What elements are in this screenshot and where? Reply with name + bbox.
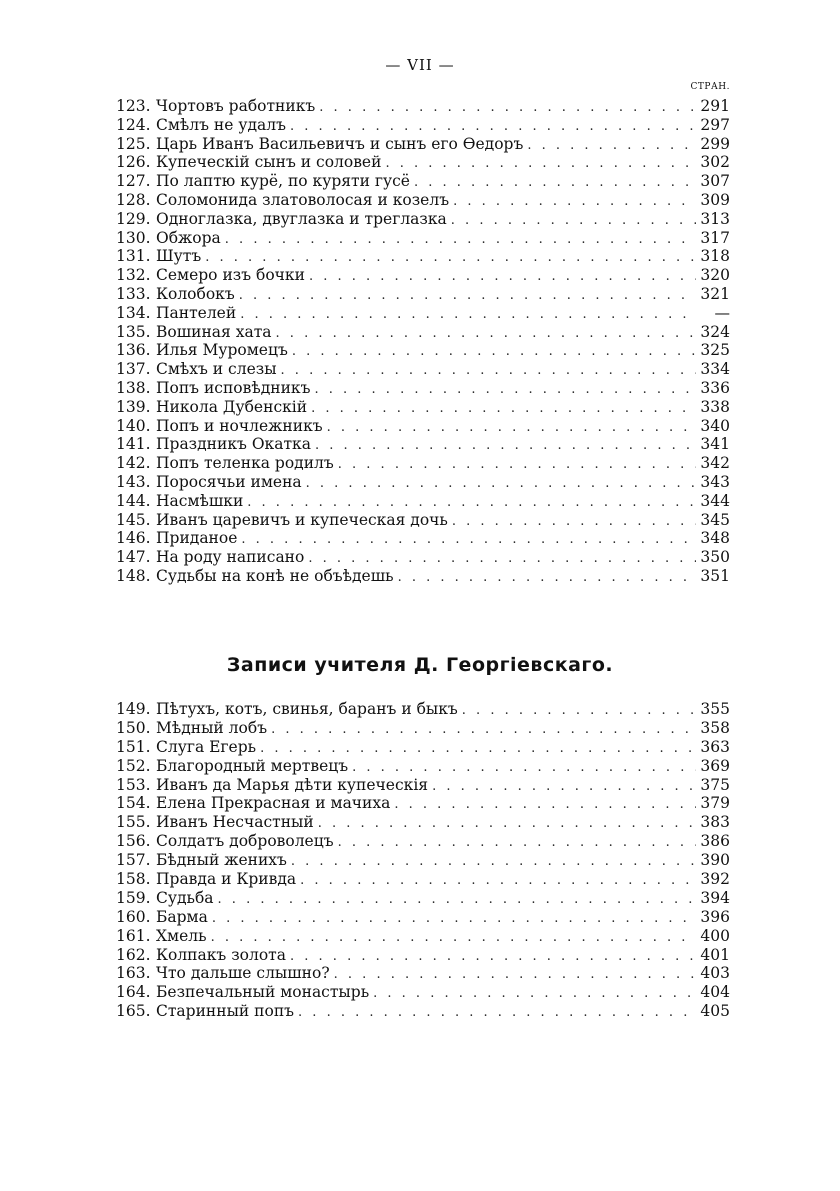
toc-entry [116,379,730,398]
toc-entry [116,511,730,530]
entry-number: 161. [116,926,151,945]
entry-page-number: 324 [700,322,730,341]
toc-entry [116,341,730,360]
toc-entry [116,908,730,927]
toc-entry [116,813,730,832]
dot-leader [315,437,696,456]
entry-number: 160. [116,907,151,926]
dot-leader [432,778,696,797]
toc-entry [116,398,730,417]
entry-number: 137. [116,360,151,379]
entry-page-number: 344 [700,491,730,510]
entry-title: Никола Дубенскій [156,397,308,416]
entry-title: Барма [156,907,208,926]
toc-entry [116,719,730,738]
entry-title: Что дальше слышно? [156,964,330,983]
entry-page-number: 317 [700,228,730,247]
toc-entry [116,548,730,567]
entry-number: 152. [116,756,151,775]
entry-number: 128. [116,190,151,209]
entry-page-number: 350 [700,548,730,567]
entry-page-number: 307 [700,172,730,191]
entry-title: Иванъ да Марья дѣти купеческія [156,775,429,794]
entry-page-number: 297 [700,115,730,134]
entry-page-number: 396 [700,907,730,926]
entry-page-number: 348 [700,529,730,548]
toc-entry [116,360,730,379]
entry-page-number: 400 [700,926,730,945]
dot-leader [271,721,696,740]
entry-number: 149. [116,700,151,718]
dot-leader [385,155,696,174]
toc-entry [116,946,730,965]
toc-entry [116,700,730,719]
toc-entry [116,776,730,795]
toc-entry [116,473,730,492]
entry-title: Одноглазка, двуглазка и треглазка [156,209,447,228]
entry-title: Обжора [156,228,221,247]
toc-entry [116,229,730,248]
entry-title: Соломонида златоволосая и козелъ [156,190,450,209]
entry-number: 154. [116,794,151,813]
entry-page-number: 351 [700,566,730,585]
entry-title: Старинный попъ [156,1002,295,1021]
entry-page-number: 392 [700,870,730,889]
dot-leader [414,174,696,193]
entry-title: Праздникъ Окатка [156,435,311,454]
toc-entry [116,983,730,1002]
entry-number: 133. [116,284,151,303]
entry-number: 145. [116,510,151,529]
entry-number: 129. [116,209,151,228]
entry-number: 124. [116,115,151,134]
entry-page-number: 401 [700,945,730,964]
page-column-label: СТРАН. [690,82,730,92]
dot-leader [452,513,696,532]
toc-entry [116,191,730,210]
toc-entry [116,889,730,908]
dot-leader [318,815,696,834]
entry-page-number: 342 [700,454,730,473]
toc-list-section-2 [116,700,730,1021]
dot-leader [300,872,696,891]
entry-title: Попъ теленка родилъ [156,454,334,473]
toc-entry [116,1002,730,1021]
entry-title: Илья Муромецъ [156,341,288,360]
entry-page-number: 369 [700,756,730,775]
entry-page-number: 386 [700,832,730,851]
entry-number: 126. [116,153,151,172]
entry-page-number: 390 [700,851,730,870]
entry-page-number: 343 [700,472,730,491]
toc-entry [116,97,730,116]
dot-leader [309,268,696,287]
dot-leader [311,400,696,419]
entry-number: 135. [116,322,151,341]
entry-page-number: 336 [700,378,730,397]
entry-number: 144. [116,491,151,510]
entry-number: 141. [116,435,151,454]
toc-entry [116,135,730,154]
entry-title: Смѣхъ и слезы [156,360,277,379]
entry-number: 157. [116,851,151,870]
entry-page-number: 383 [700,813,730,832]
entry-number: 163. [116,964,151,983]
entry-number: 158. [116,870,151,889]
toc-entry [116,116,730,135]
dot-leader [373,985,696,1004]
entry-title: Колпакъ золота [156,945,287,964]
entry-number: 134. [116,303,151,322]
entry-number: 125. [116,134,151,153]
entry-title: Насмѣшки [156,491,244,510]
dot-leader [212,910,696,929]
entry-page-number: 345 [700,510,730,529]
entry-title: Елена Прекрасная и мачиха [156,794,391,813]
entry-page-number: 404 [700,983,730,1002]
section-title: Записи учителя Д. Георгіевскаго. [226,654,614,676]
entry-page-number: 340 [700,416,730,435]
entry-page-number: 302 [700,153,730,172]
dot-leader [398,569,696,588]
toc-entry [116,172,730,191]
entry-number: 138. [116,378,151,397]
entry-title: Благородный мертвецъ [156,756,349,775]
entry-page-number: 313 [700,209,730,228]
entry-number: 123. [116,97,151,115]
dot-leader [327,419,696,438]
toc-entry [116,247,730,266]
entry-number: 162. [116,945,151,964]
entry-page-number: 299 [700,134,730,153]
dot-leader [298,1004,696,1023]
toc-entry [116,285,730,304]
toc-entry [116,870,730,889]
toc-entry [116,435,730,454]
dot-leader [306,475,696,494]
dot-leader [240,306,696,325]
entry-page-number: 375 [700,775,730,794]
entry-title: Солдатъ доброволецъ [156,832,334,851]
dot-leader [319,99,696,118]
entry-title: Попъ исповѣдникъ [156,378,311,397]
entry-number: 159. [116,888,151,907]
entry-title: Попъ и ночлежникъ [156,416,323,435]
dot-leader [527,137,696,156]
dot-leader [338,834,696,853]
entry-number: 148. [116,566,151,585]
entry-page-number: — [714,303,730,322]
entry-page-number: 355 [700,700,730,718]
toc-entry [116,210,730,229]
toc-entry [116,832,730,851]
entry-title: Мѣдный лобъ [156,718,268,737]
entry-number: 147. [116,548,151,567]
entry-page-number: 394 [700,888,730,907]
entry-number: 140. [116,416,151,435]
dot-leader [241,531,696,550]
entry-page-number: 291 [700,97,730,115]
entry-title: Семеро изъ бочки [156,266,305,285]
dot-leader [290,948,696,967]
entry-number: 136. [116,341,151,360]
page-number: — VII — [385,56,455,74]
entry-page-number: 334 [700,360,730,379]
entry-number: 146. [116,529,151,548]
entry-title: Пѣтухъ, котъ, свинья, баранъ и быкъ [156,700,458,718]
dot-leader [314,381,696,400]
toc-entry [116,304,730,323]
toc-entry [116,417,730,436]
entry-title: На роду написано [156,548,305,567]
entry-number: 156. [116,832,151,851]
entry-number: 155. [116,813,151,832]
entry-number: 131. [116,247,151,266]
toc-entry [116,266,730,285]
entry-page-number: 325 [700,341,730,360]
entry-page-number: 321 [700,284,730,303]
toc-entry [116,927,730,946]
entry-title: Бѣдный женихъ [156,851,287,870]
dot-leader [239,287,696,306]
entry-title: Купеческій сынъ и соловей [156,153,382,172]
dot-leader [394,796,696,815]
entry-title: Поросячьи имена [156,472,302,491]
toc-entry [116,529,730,548]
dot-leader [451,212,696,231]
entry-page-number: 309 [700,190,730,209]
entry-number: 142. [116,454,151,473]
entry-page-number: 318 [700,247,730,266]
entry-number: 150. [116,718,151,737]
toc-entry [116,454,730,473]
dot-leader [338,456,696,475]
entry-number: 127. [116,172,151,191]
toc-entry [116,738,730,757]
entry-page-number: 379 [700,794,730,813]
dot-leader [218,891,696,910]
entry-title: По лаптю курё, по куряти гусё [156,172,410,191]
toc-entry [116,851,730,870]
toc-entry [116,964,730,983]
dot-leader [453,193,696,212]
entry-title: Хмель [156,926,207,945]
entry-title: Царь Иванъ Васильевичъ и сынъ его Өедоръ [156,134,524,153]
toc-entry [116,794,730,813]
dot-leader [225,231,696,250]
entry-number: 151. [116,737,151,756]
entry-title: Судьба [156,888,214,907]
entry-title: Судьбы на конѣ не объѣдешь [156,566,394,585]
dot-leader [334,966,696,985]
entry-number: 153. [116,775,151,794]
entry-number: 130. [116,228,151,247]
dot-leader [291,853,696,872]
entry-title: Пантелей [156,303,237,322]
entry-title: Шутъ [156,247,202,266]
entry-title: Приданое [156,529,238,548]
entry-title: Смѣлъ не удалъ [156,115,286,134]
entry-title: Безпечальный монастырь [156,983,370,1002]
entry-page-number: 320 [700,266,730,285]
dot-leader [462,702,696,721]
entry-title: Правда и Кривда [156,870,297,889]
dot-leader [276,325,696,344]
toc-entry [116,153,730,172]
entry-page-number: 338 [700,397,730,416]
entry-page-number: 405 [700,1002,730,1021]
toc-entry [116,757,730,776]
entry-number: 165. [116,1002,151,1021]
entry-title: Слуга Егерь [156,737,257,756]
toc-entry [116,567,730,586]
entry-page-number: 358 [700,718,730,737]
entry-number: 164. [116,983,151,1002]
entry-page-number: 403 [700,964,730,983]
toc-list-section-1 [116,97,730,586]
toc-entry [116,492,730,511]
entry-page-number: 363 [700,737,730,756]
entry-page-number: 341 [700,435,730,454]
entry-number: 132. [116,266,151,285]
entry-title: Чортовъ работникъ [156,97,316,115]
entry-number: 143. [116,472,151,491]
entry-number: 139. [116,397,151,416]
dot-leader [292,343,696,362]
entry-title: Иванъ Несчастный [156,813,314,832]
entry-title: Колобокъ [156,284,235,303]
dot-leader [281,362,696,381]
entry-title: Вошиная хата [156,322,272,341]
entry-title: Иванъ царевичъ и купеческая дочь [156,510,448,529]
toc-entry [116,323,730,342]
